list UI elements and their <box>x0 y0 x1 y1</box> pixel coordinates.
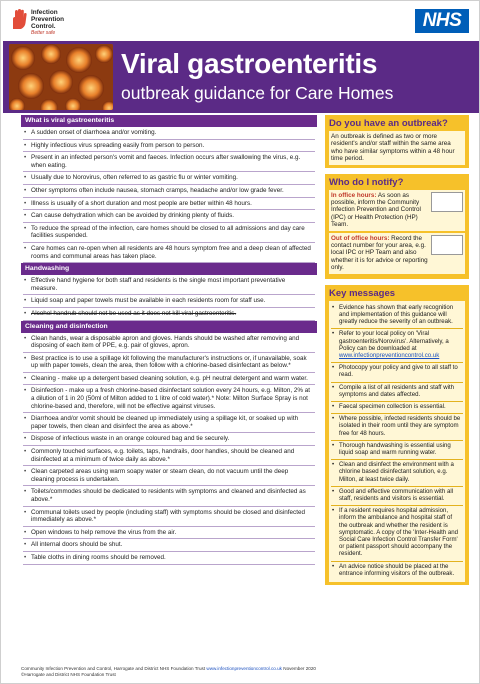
list-item: • To reduce the spread of the infection, care homes should be closed to all admissions and day care facilities suspended. <box>23 223 315 243</box>
list-item: • Open windows to help remove the virus from the air. <box>23 527 315 540</box>
footer <box>21 666 469 677</box>
list-item: • Highly infectious virus spreading easily from person to person. <box>23 140 315 153</box>
office-hours-label: In office hours: <box>331 191 377 199</box>
policy-download-link[interactable]: www.infectionpreventioncontrol.co.uk <box>339 351 440 359</box>
key-messages-list <box>329 301 465 582</box>
key-message-item: • An advice notice should be placed at the entrance informing visitors of the outbreak. <box>331 562 463 580</box>
list-item: • Can cause dehydration which can be avoided by drinking plenty of fluids. <box>23 210 315 223</box>
key-message-item: • Clean and disinfect the environment with a chlorine based disinfectant solution, e.g. Milton, at least twice daily. <box>331 460 463 487</box>
key-messages-title: Key messages <box>329 287 396 299</box>
key-message-policy-text: Refer to your local policy on 'Viral gastroenteritis/Norovirus'. Alternatively, a Policy can be downloaded at <box>339 330 449 352</box>
org-name <box>31 9 64 30</box>
list-item: • Usually due to Norovirus, often referred to as gastric flu or winter vomiting. <box>23 172 315 185</box>
nhs-logo: NHS <box>415 9 469 33</box>
outbreak-box-text: An outbreak is defined as two or more resident's and/or staff within the same area who have similar symptoms within a 48 hour time period. <box>329 131 465 165</box>
key-message-item: • Faecal specimen collection is essential. <box>331 402 463 414</box>
outbreak-box <box>325 115 469 168</box>
footer-date: November 2020 <box>283 666 316 671</box>
org-name-line-1: Infection <box>31 9 58 16</box>
list-item: • Table cloths in dining rooms should be removed. <box>23 552 315 565</box>
footer-copyright: ©Harrogate and District NHS Foundation Trust <box>21 671 116 677</box>
list-item: • Dispose of infectious waste in an orange coloured bag and tie securely. <box>23 433 315 446</box>
list-item: • Communal toilets used by people (including staff) with symptoms should be closed and disinfected immediately as above.* <box>23 507 315 527</box>
what-is-list <box>21 127 317 263</box>
list-item: • Clean carpeted areas using warm soapy water or steam clean, do not vacuum until the deep cleaning process is undertaken. <box>23 466 315 486</box>
list-item: • Alcohol handrub should not be used as it does not kill viral gastroenteritis. <box>23 308 315 321</box>
list-item: • Clean hands, wear a disposable apron and gloves. Hands should be washed after removing and disposing of each item of PPE, e.g. pair of gloves, apron. <box>23 333 315 353</box>
key-message-item <box>331 329 463 363</box>
list-item: • Diarrhoea and/or vomit should be cleaned up immediately using a spillage kit, or soaked up with paper towels, then clean and disinfect the area as above.* <box>23 413 315 433</box>
list-item: • Cleaning - make up a detergent based cleaning solution, e.g. pH neutral detergent and warm water. <box>23 373 315 386</box>
org-name-line-2: Prevention <box>31 16 65 23</box>
header <box>3 3 479 41</box>
poster-title: Viral gastroenteritis <box>121 48 378 79</box>
title-banner <box>3 41 479 113</box>
notify-box-title: Who do I notify? <box>329 176 404 188</box>
list-item: • A sudden onset of diarrhoea and/or vomiting. <box>23 127 315 140</box>
list-item: • Liquid soap and paper towels must be available in each residents room for staff use. <box>23 295 315 308</box>
handwashing-list <box>21 275 317 320</box>
list-item: • Disinfection - make up a fresh chlorine-based disinfectant solution every 24 hours, e.g. Milton, 2% at a dilution of 1 in 20 (50ml of Milton added to 1 litre of cold water).* Note: Milton Surface Spray is not chlorine-based and, therefore, will not be effective against viruses. <box>23 385 315 413</box>
section-heading-handwashing: Handwashing <box>21 263 317 275</box>
list-item: • Care homes can re-open when all residents are 48 hours symptom free and a deep clean of affected rooms and communal areas has taken place. <box>23 243 315 263</box>
notify-out-of-hours <box>329 233 465 274</box>
org-tagline: Better safe <box>31 30 56 36</box>
list-item: • Present in an infected person's vomit and faeces. Infection occurs after swallowing the virus, e.g. when eating. <box>23 152 315 172</box>
list-item: • Effective hand hygiene for both staff and residents is the single most important preventative measure. <box>23 275 315 295</box>
cleaning-list <box>21 333 317 565</box>
notify-box <box>325 174 469 279</box>
right-column <box>325 115 469 585</box>
poster-subtitle: outbreak guidance for Care Homes <box>121 83 394 103</box>
out-of-hours-contact-field[interactable] <box>431 235 463 255</box>
virus-photo <box>9 44 113 110</box>
list-item: • All internal doors should be shut. <box>23 539 315 552</box>
section-heading-what-is: What is viral gastroenteritis <box>21 115 317 127</box>
hand-icon <box>9 8 29 30</box>
out-of-hours-label: Out of office hours: <box>331 234 390 242</box>
list-item: • Best practice is to use a spillage kit following the manufacturer's instructions or, if unavailable, soak up with paper towels, clean the area, then follow with a chlorine-based disinfectant as below.* <box>23 353 315 373</box>
footer-org: Community Infection Prevention and Control, Harrogate and District NHS Foundation Trust <box>21 666 206 671</box>
virus-particles-image <box>9 44 113 110</box>
office-contact-field[interactable] <box>431 192 463 212</box>
key-message-item: • Evidence has shown that early recognition and implementation of this guidance will greatly reduce the severity of an outbreak. <box>331 303 463 330</box>
ipc-logo <box>9 8 101 38</box>
notify-office-hours <box>329 190 465 231</box>
org-name-line-3: Control. <box>31 23 56 30</box>
left-column <box>21 115 317 565</box>
key-message-item: • Photocopy your policy and give to all staff to read. <box>331 363 463 382</box>
footer-link[interactable]: www.infectionpreventioncontrol.co.uk <box>206 666 282 671</box>
key-message-item: • Compile a list of all residents and staff with symptoms and dates affected. <box>331 383 463 402</box>
list-item: • Other symptoms often include nausea, stomach cramps, headache and/or low grade fever. <box>23 185 315 198</box>
outbreak-box-title: Do you have an outbreak? <box>329 118 448 129</box>
key-message-item: • Good and effective communication with all staff, residents and visitors is essential. <box>331 487 463 506</box>
key-message-item: • Where possible, infected residents should be isolated in their room until they are symptom free for 48 hours. <box>331 414 463 441</box>
key-message-item: • If a resident requires hospital admission, inform the ambulance and hospital staff of the outbreak and whether the resident is symptomatic. A copy of the 'Inter-Health and Social Care Infection Control Transfer Form' or patient passport should accompany the resident. <box>331 506 463 561</box>
office-hours-text: As soon as possible, inform the Community Infection Prevention and Control (IPC) or Health Protection (HP) Team. <box>331 191 421 229</box>
section-heading-cleaning: Cleaning and disinfection <box>21 321 317 333</box>
list-item: • Toilets/commodes should be dedicated to residents with symptoms and cleaned and disinfected as above.* <box>23 486 315 506</box>
list-item: • Illness is usually of a short duration and most people are better within 48 hours. <box>23 198 315 211</box>
out-of-hours-text: Record the contact number for your area, e.g. local IPC or HP Team and also whether it is for advice or reporting only. <box>331 234 428 272</box>
key-message-item: • Thorough handwashing is essential using liquid soap and warm running water. <box>331 441 463 460</box>
key-messages-box <box>325 285 469 585</box>
list-item: • Commonly touched surfaces, e.g. toilets, taps, handrails, door handles, should be cleaned and disinfected at a minimum of twice daily as above.* <box>23 446 315 466</box>
